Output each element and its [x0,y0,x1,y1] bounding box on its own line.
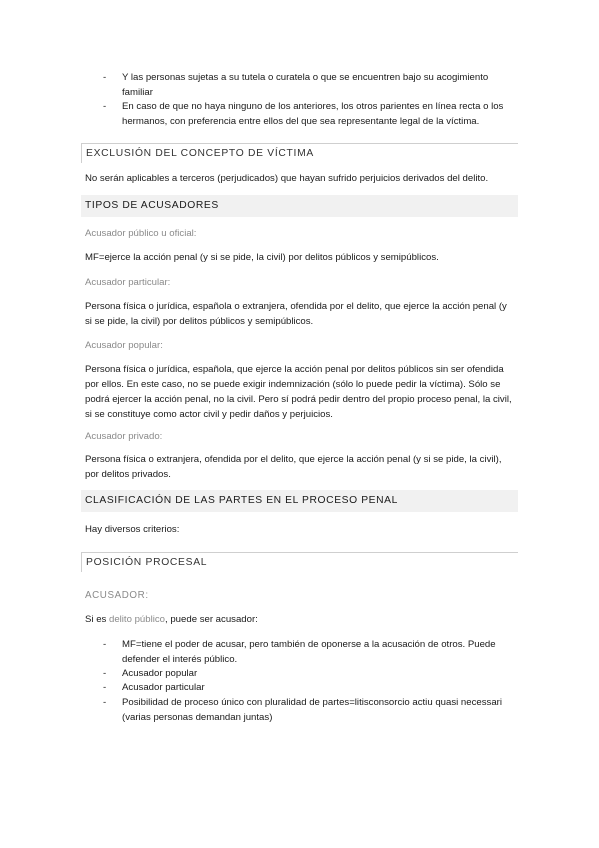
subheading-publico: Acusador público u oficial: [85,228,197,239]
subheading-particular: Acusador particular: [85,277,171,288]
bullet-marker: - [103,72,107,83]
paragraph: No serán aplicables a terceros (perjudicados) que hayan sufrido perjuicios derivados del delito. [85,173,489,184]
subheading-acusador: ACUSADOR: [85,590,149,601]
delito-publico-link: delito público [109,614,166,625]
paragraph: Hay diversos criterios: [85,524,180,535]
section-heading-exclusion: EXCLUSIÓN DEL CONCEPTO DE VÍCTIMA [81,143,518,163]
bullet-marker: - [103,668,107,679]
bullet-marker: - [103,101,107,112]
intro-text: Si es [85,614,109,625]
list-item: Acusador popular [122,668,198,679]
paragraph: Persona física o extranjera, ofendida por el delito, que ejerce la acción penal (y si se pide, la civil), por delitos privados. [85,454,502,480]
list-item: Acusador particular [122,682,205,693]
list-item: Y las personas sujetas a su tutela o curatela o que se encuentren bajo su acogimiento familiar [122,72,489,98]
section-heading-posicion: POSICIÓN PROCESAL [81,552,518,572]
bullet-marker: - [103,639,107,650]
bullet-marker: - [103,697,107,708]
list-item: En caso de que no haya ninguno de los anteriores, los otros parientes en línea recta o los hermanos, con preferencia entre ellos del que sea representante legal de la víctima. [122,101,504,127]
paragraph: MF=ejerce la acción penal (y si se pide, la civil) por delitos públicos y semipúblicos. [85,252,439,263]
list-item: MF=tiene el poder de acusar, pero también de oponerse a la acusación de otros. Puede defender el interés público. [122,639,496,665]
paragraph-intro [85,612,515,627]
bullet-marker: - [103,682,107,693]
subheading-privado: Acusador privado: [85,431,163,442]
intro-text: , puede ser acusador: [165,614,258,625]
paragraph: Persona física o jurídica, española, que ejerce la acción penal por delitos públicos sin ser ofendida por ellos. En este caso, no se puede exigir indemnización (sólo lo puede pedir la víctima). Sólo se podrá ejercer la acción penal, no la civil. Pero sí podrá pedir dentro del propio proceso penal, la civil, si se constituye como actor civil y pedir daños y perjuicios. [85,364,512,420]
list-item: Posibilidad de proceso único con pluralidad de partes=litisconsorcio actiu quasi necessari (varias personas demandan juntas) [122,697,502,723]
paragraph: Persona física o jurídica, española o extranjera, ofendida por el delito, que ejerce la acción penal (y si se pide, la civil) por delitos públicos y semipúblicos. [85,301,507,327]
subheading-popular: Acusador popular: [85,340,163,351]
section-heading-tipos: TIPOS DE ACUSADORES [81,195,518,217]
section-heading-clasificacion: CLASIFICACIÓN DE LAS PARTES EN EL PROCESO PENAL [81,490,518,512]
